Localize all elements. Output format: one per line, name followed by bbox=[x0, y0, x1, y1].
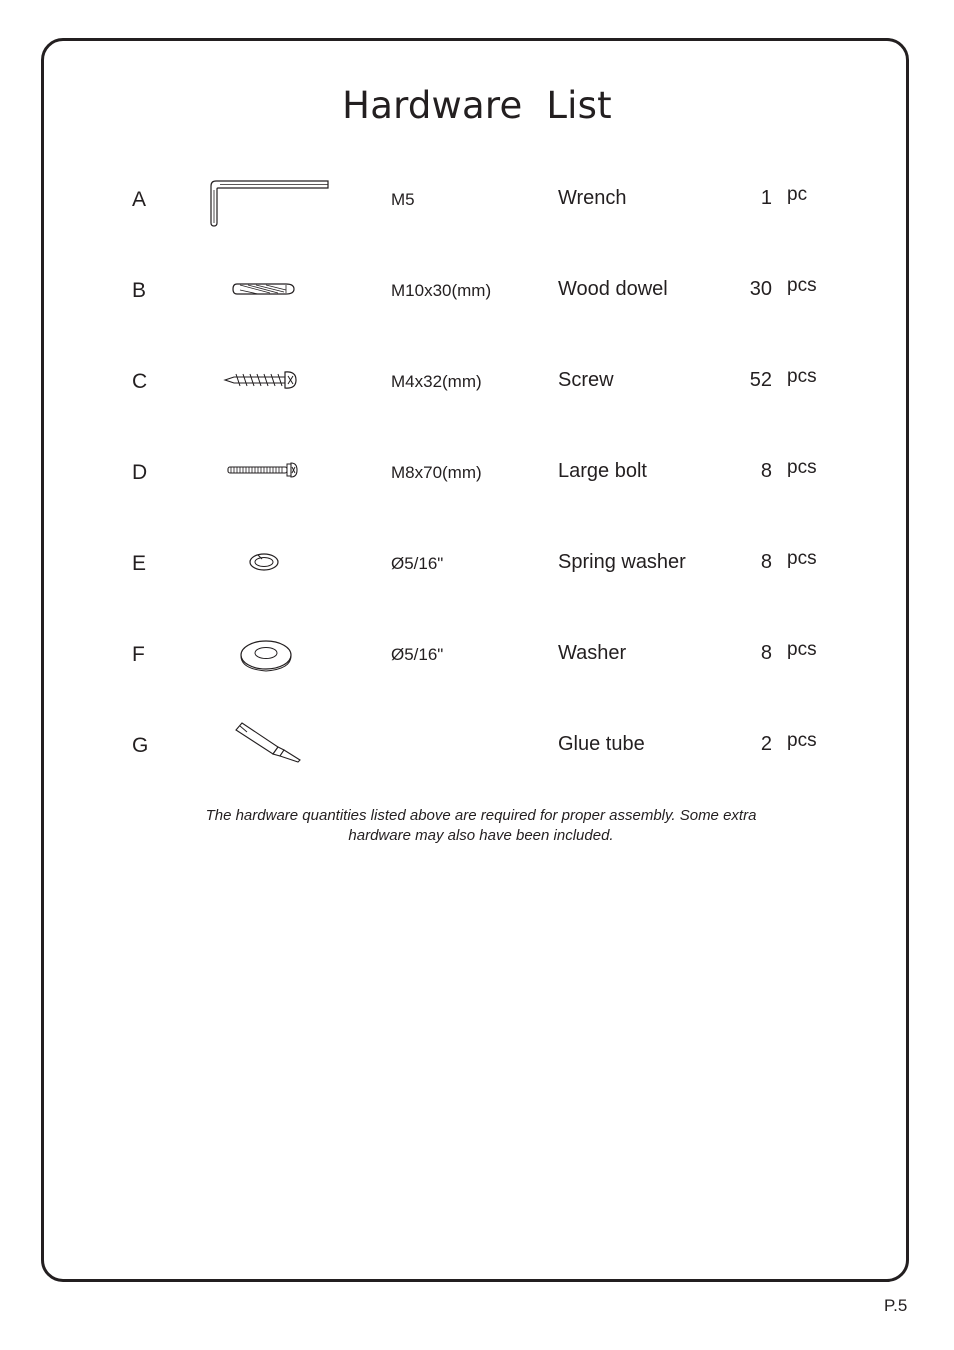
item-letter: G bbox=[132, 734, 149, 757]
item-quantity: 1 bbox=[760, 187, 772, 209]
item-letter: D bbox=[132, 461, 148, 484]
large-bolt-icon bbox=[200, 443, 340, 503]
hardware-row-a bbox=[0, 170, 954, 230]
item-letter: F bbox=[132, 643, 145, 666]
spring-washer-icon bbox=[200, 534, 340, 594]
screw-icon bbox=[200, 352, 340, 412]
item-quantity: 30 bbox=[749, 278, 772, 300]
item-letter: B bbox=[132, 279, 147, 302]
wood-dowel-icon bbox=[200, 261, 340, 321]
item-name: Wood dowel bbox=[558, 278, 668, 300]
hardware-row-e bbox=[0, 534, 954, 594]
item-unit: pcs bbox=[787, 275, 817, 296]
item-unit: pc bbox=[787, 184, 808, 205]
item-letter: A bbox=[132, 188, 147, 211]
hardware-row-g bbox=[0, 716, 954, 776]
item-quantity: 2 bbox=[760, 733, 772, 755]
hardware-row-f bbox=[0, 625, 954, 685]
item-unit: pcs bbox=[787, 548, 817, 569]
item-letter: E bbox=[132, 552, 147, 575]
item-quantity: 52 bbox=[749, 369, 772, 391]
hardware-row-b bbox=[0, 261, 954, 321]
item-size: M8x70(mm) bbox=[391, 463, 482, 482]
item-name: Glue tube bbox=[558, 733, 645, 755]
item-letter: C bbox=[132, 370, 148, 393]
washer-icon bbox=[200, 625, 340, 685]
item-size: M4x32(mm) bbox=[391, 372, 482, 391]
page-title: Hardware List bbox=[342, 84, 612, 127]
hardware-row-c bbox=[0, 352, 954, 412]
item-name: Screw bbox=[558, 369, 614, 391]
item-unit: pcs bbox=[787, 457, 817, 478]
hardware-note: The hardware quantities listed above are required for proper assembly. Some extra hardware may also have been included. bbox=[205, 807, 757, 844]
allen-wrench-icon bbox=[200, 170, 340, 230]
item-unit: pcs bbox=[787, 730, 817, 751]
item-quantity: 8 bbox=[760, 642, 772, 664]
item-quantity: 8 bbox=[760, 551, 772, 573]
item-size: Ø5/16" bbox=[391, 554, 444, 573]
glue-tube-icon bbox=[200, 716, 340, 776]
item-quantity: 8 bbox=[760, 460, 772, 482]
item-name: Spring washer bbox=[558, 551, 686, 573]
item-name: Large bolt bbox=[558, 460, 647, 482]
item-name: Wrench bbox=[558, 187, 627, 209]
item-size: Ø5/16" bbox=[391, 645, 444, 664]
item-unit: pcs bbox=[787, 366, 817, 387]
item-size: M5 bbox=[391, 190, 415, 209]
item-size: M10x30(mm) bbox=[391, 281, 492, 300]
item-name: Washer bbox=[558, 642, 627, 664]
page-number: P.5 bbox=[884, 1296, 908, 1315]
hardware-row-d bbox=[0, 443, 954, 503]
item-unit: pcs bbox=[787, 639, 817, 660]
